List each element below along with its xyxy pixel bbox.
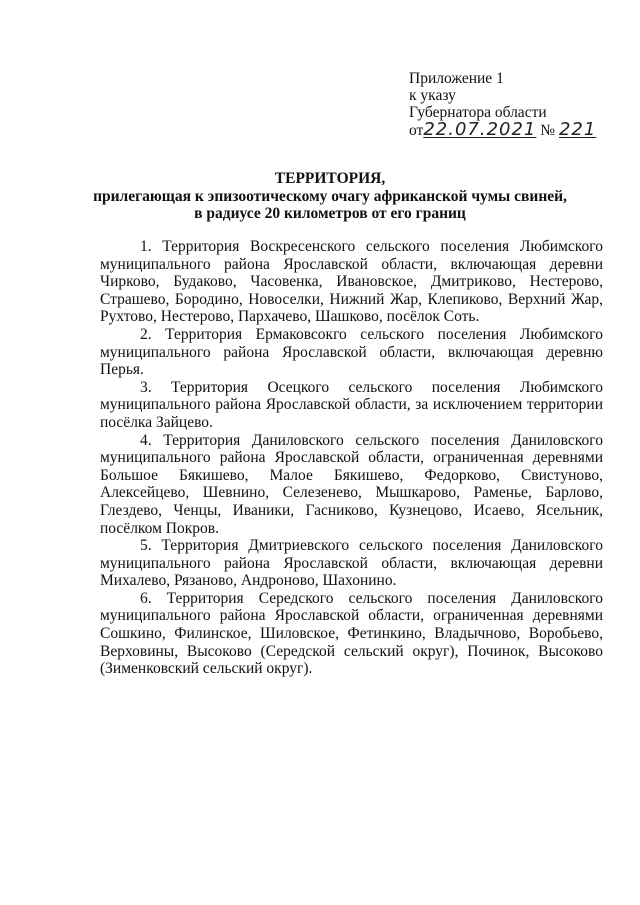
number-prefix: № (540, 122, 556, 139)
appendix-line-2: к указу (409, 87, 456, 104)
appendix-header (409, 70, 619, 139)
paragraph-5: 5. Территория Дмитриевского сельского поселения Даниловского муниципального района Ярославской области, включающая деревни Михалево, Рязаново, Андроново, Шахонино. (100, 537, 603, 590)
decree-date: 22.07.2021 (423, 119, 537, 140)
appendix-line-3: Губернатора области (409, 104, 547, 121)
paragraph-6: 6. Территория Середского сельского поселения Даниловского муниципального района Ярославской области, ограниченная деревнями Сошкино, Филинское, Шиловское, Фетинкино, Владычново, Воробьево, Верховины, Высоково (Середской сельский округ), Починок, Высоково (Зименковский сельский округ). (100, 589, 603, 678)
date-prefix: от (409, 122, 424, 139)
document-title (60, 170, 600, 222)
title-main: ТЕРРИТОРИЯ, (274, 170, 386, 187)
appendix-line-1: Приложение 1 (409, 70, 504, 87)
title-line-2: прилегающая к эпизоотическому очагу африканской чумы свиней, (93, 188, 567, 205)
paragraph-1: 1. Территория Воскресенского сельского поселения Любимского муниципального района Ярославской области, включающая деревни Чирково, Будаково, Часовенка, Ивановское, Дмитриково, Нестерово, Страшево, Бородино, Новоселки, Нижний Жар, Клепиково, Верхний Жар, Рухтово, Нестерово, Пархачево, Шашково, посёлок Соть. (100, 238, 603, 326)
paragraph-2: 2. Территория Ермаковсокго сельского поселения Любимского муниципального района Ярославской области, включающая деревню Перья. (100, 325, 603, 379)
paragraph-4: 4. Территория Даниловского сельского поселения Даниловского муниципального района Ярославской области, ограниченная деревнями Большое Бякишево, Малое Бякишево, Федорково, Свистуново, Алексейцево, Шевнино, Селезенево, Мышкарово, Раменье, Барлово, Глездево, Ченцы, Иваники, Гасниково, Кузнецово, Исаево, Ясельник, посёлком Покров. (100, 431, 603, 537)
title-line-3: в радиусе 20 километров от его границ (194, 205, 466, 222)
decree-number: 221 (558, 119, 597, 140)
paragraph-3: 3. Территория Осецкого сельского поселения Любимского муниципального района Ярославской области, за исключением территории посёлка Зайцево. (100, 378, 603, 431)
appendix-date-line (409, 121, 619, 139)
document-body (100, 238, 603, 678)
